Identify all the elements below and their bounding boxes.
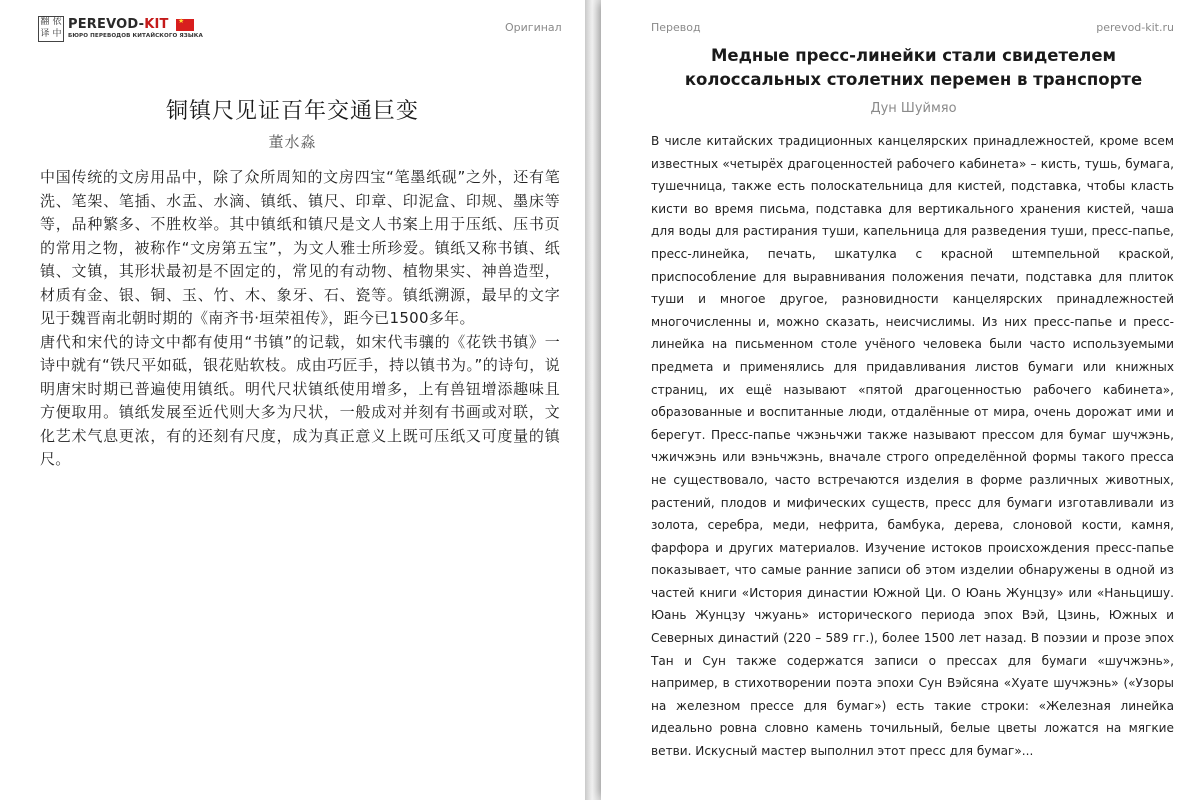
original-body — [40, 166, 560, 472]
original-page — [0, 0, 585, 800]
translation-page — [601, 0, 1200, 800]
original-title: 铜镇尺见证百年交通巨变 — [165, 99, 419, 124]
logo-brand-text: PEREVOD-KIT — [68, 17, 169, 32]
translation-author: Дун Шуймяо — [870, 101, 957, 116]
original-author: 董水淼 — [268, 133, 317, 151]
original-label: Оригинал — [505, 21, 562, 34]
original-paragraph: 唐代和宋代的诗文中都有使用“书镇”的记载，如宋代韦骧的《花铁书镇》一诗中就有“铁尺平如砥，银花贴软枝。成由巧匠手，持以镇书为。”的诗句，说明唐宋时期已普遍使用镇纸。明代尺状镇纸使用增多，上有兽钮增添趣味且方便取用。镇纸发展至近代则大多为尺状，一般成对并刻有书画或对联，文化艺术气息更浓，有的还刻有尺度，成为真正意义上既可压纸又可度量的镇尺。 — [40, 332, 560, 468]
original-paragraph: 中国传统的文房用品中，除了众所周知的文房四宝“笔墨纸砚”之外，还有笔洗、笔架、笔插、水盂、水滴、镇纸、镇尺、印章、印泥盒、印规、墨床等等，品种繁多、不胜枚举。其中镇纸和镇尺是文人书案上用于压纸、压书页的常用之物，被称作“文房第五宝”，为文人雅士所珍爱。镇纸又称书镇、纸镇、文镇，其形状最初是不固定的，常见的有动物、植物果实、神兽造型，材质有金、银、铜、玉、竹、木、象牙、石、瓷等。镇纸溯源，最早的文字见于魏晋南北朝时期的《南齐书·垣荣祖传》，距今已1500多年。 — [40, 168, 560, 327]
site-url[interactable]: perevod-kit.ru — [1096, 21, 1174, 34]
translation-body — [651, 130, 1174, 763]
translation-label: Перевод — [651, 21, 701, 34]
logo-seal-icon: 翻 依 译 中 — [38, 16, 64, 42]
logo-subtitle: БЮРО ПЕРЕВОДОВ КИТАЙСКОГО ЯЗЫКА — [68, 33, 203, 39]
translation-paragraph: В числе китайских традиционных канцелярских принадлежностей, кроме всем известных «четырёх драгоценностей рабочего кабинета» – кисть, тушь, бумага, тушечница, также есть полоскательница для кистей, подставка, чтобы класть кисти во время письма, подставка для вертикального хранения кистей, чаша для воды для растирания туши, капельница для разведения туши, пресс-папье, пресс-линейка, печать, шкатулка с красной штемпельной краской, приспособление для выравнивания положения печати, подставка для плиток туши и многое другое, разновидности канцелярских принадлежностей многочисленны и, можно сказать, неисчислимы. Из них пресс-папье и пресс-линейка на письменном столе учёного человека были часто используемыми предмета и применялись для придавливания листов бумаги или книжных страниц, их ещё называют «пятой драгоценностью рабочего кабинета», образованные и воспитанные люди, отдалённые от мира, очень дорожат ими и берегут. Пресс-папье чжэньчжи также называют прессом для бумаг шучжэнь, чжичжэнь или вэньчжэнь, вначале строго определённой формы такого пресса не существовало, часто встречаются изделия в форме различных животных, растений, плодов и мифических существ, пресс для бумаги изготавливали из золота, серебра, меди, нефрита, бамбука, дерева, слоновой кости, камня, фарфора и других материалов. Изучение истоков происхождения пресс-папье показывает, что самые ранние записи об этом изделии обнаружены в одной из частей книги «История династии Южной Ци. О Юань Жунцзу» или «Наньцишу. Юань Жунцзу чжуань» исторического периода эпох Вэй, Цзинь, Южных и Северных династий (220 – 589 гг.), более 1500 лет назад. В поэзии и прозе эпох Тан и Сун также содержатся записи о прессах для бумаги «шучжэнь», например, в стихотворении поэта эпохи Сун Вэйсяна «Хуате шучжэнь» («Узоры на железном прессе для бумаг») есть такие строки: «Железная линейка идеально ровна словно камень точильный, белые цветы ложатся на мягкие ветви. Искусный мастер выполнил этот пресс для бумаг»... — [651, 134, 1174, 759]
china-flag-icon — [176, 19, 194, 31]
book-spine — [585, 0, 601, 800]
translation-title: Медные пресс-линейки стали свидетелем колоссальных столетних перемен в транспорте — [684, 46, 1143, 89]
